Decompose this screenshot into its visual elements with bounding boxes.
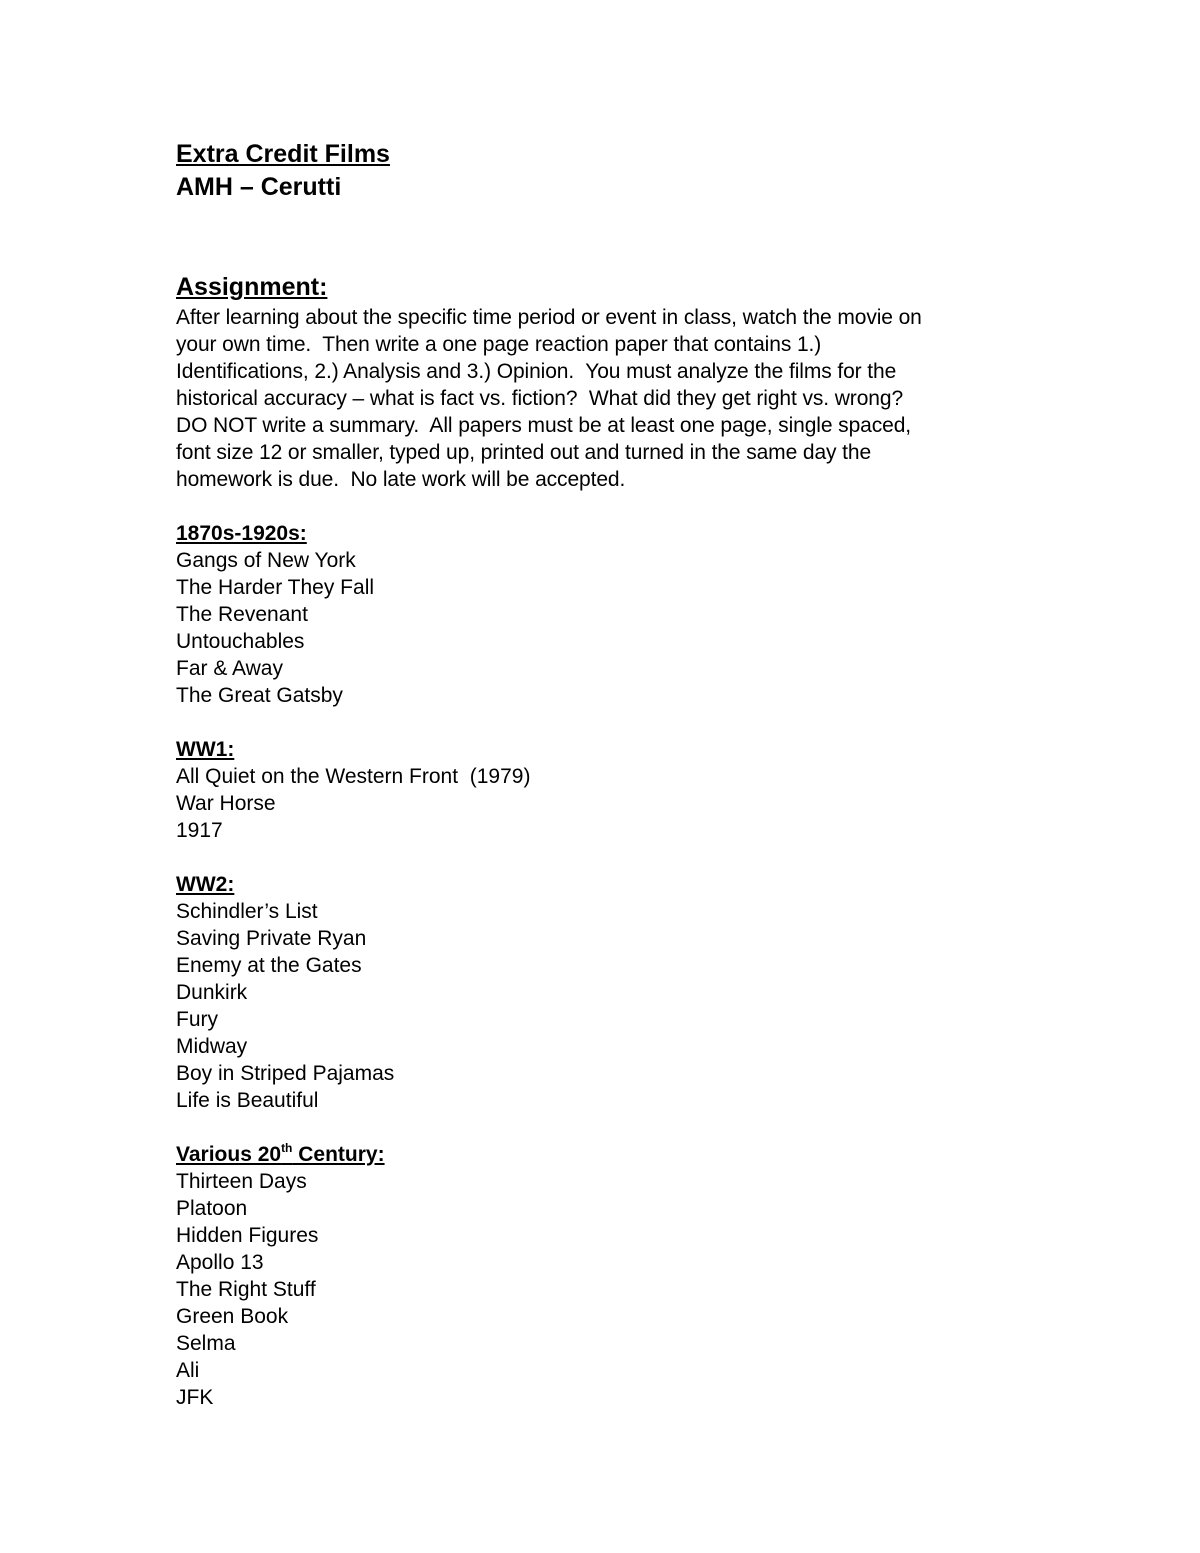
- film-item: All Quiet on the Western Front (1979): [176, 765, 531, 788]
- film-list: [176, 547, 1056, 709]
- section-ww2: [176, 871, 1056, 1114]
- document-page: [176, 138, 1056, 1411]
- film-item: Untouchables: [176, 630, 305, 653]
- assignment-line: font size 12 or smaller, typed up, printed out and turned in the same day the: [176, 441, 872, 464]
- section-heading: [176, 1141, 1056, 1168]
- film-list: [176, 898, 1056, 1114]
- film-item: Ali: [176, 1359, 200, 1382]
- film-item: Selma: [176, 1332, 236, 1355]
- film-item: Life is Beautiful: [176, 1089, 319, 1112]
- assignment-paragraph: [176, 304, 1056, 493]
- section-heading: 1870s-1920s:: [176, 522, 307, 545]
- film-list: [176, 763, 1056, 844]
- film-item: Midway: [176, 1035, 248, 1058]
- film-item: The Right Stuff: [176, 1278, 316, 1301]
- assignment-line: homework is due. No late work will be accepted.: [176, 468, 626, 491]
- film-item: Enemy at the Gates: [176, 954, 362, 977]
- assignment-line: your own time. Then write a one page reaction paper that contains 1.): [176, 333, 822, 356]
- film-item: Boy in Striped Pajamas: [176, 1062, 395, 1085]
- section-various-20th-century: [176, 1141, 1056, 1411]
- film-item: Hidden Figures: [176, 1224, 319, 1247]
- assignment-line: historical accuracy – what is fact vs. fiction? What did they get right vs. wrong?: [176, 387, 904, 410]
- document-subtitle: AMH – Cerutti: [176, 173, 342, 201]
- film-item: Thirteen Days: [176, 1170, 307, 1193]
- film-item: Platoon: [176, 1197, 248, 1220]
- film-item: Dunkirk: [176, 981, 248, 1004]
- film-item: The Revenant: [176, 603, 308, 626]
- film-item: Green Book: [176, 1305, 289, 1328]
- film-item: Far & Away: [176, 657, 283, 680]
- film-item: JFK: [176, 1386, 214, 1409]
- assignment-line: DO NOT write a summary. All papers must be at least one page, single spaced,: [176, 414, 912, 437]
- assignment-line: After learning about the specific time period or event in class, watch the movie on: [176, 306, 922, 329]
- assignment-line: Identifications, 2.) Analysis and 3.) Opinion. You must analyze the films for the: [176, 360, 897, 383]
- assignment-heading: Assignment:: [176, 273, 328, 301]
- film-list: [176, 1168, 1056, 1411]
- section-heading-text: Century:: [292, 1143, 385, 1166]
- film-item: War Horse: [176, 792, 276, 815]
- film-item: The Harder They Fall: [176, 576, 375, 599]
- film-item: Schindler’s List: [176, 900, 318, 923]
- film-item: Apollo 13: [176, 1251, 264, 1274]
- film-item: Saving Private Ryan: [176, 927, 367, 950]
- film-item: 1917: [176, 819, 223, 842]
- ordinal-suffix: th: [281, 1141, 293, 1155]
- film-item: Fury: [176, 1008, 218, 1031]
- section-heading: WW2:: [176, 873, 235, 896]
- film-item: The Great Gatsby: [176, 684, 343, 707]
- section-heading-text: Various 20: [176, 1143, 282, 1166]
- document-title: Extra Credit Films: [176, 140, 390, 168]
- film-item: Gangs of New York: [176, 549, 356, 572]
- section-heading: WW1:: [176, 738, 235, 761]
- section-ww1: [176, 736, 1056, 844]
- section-1870s-1920s: [176, 520, 1056, 709]
